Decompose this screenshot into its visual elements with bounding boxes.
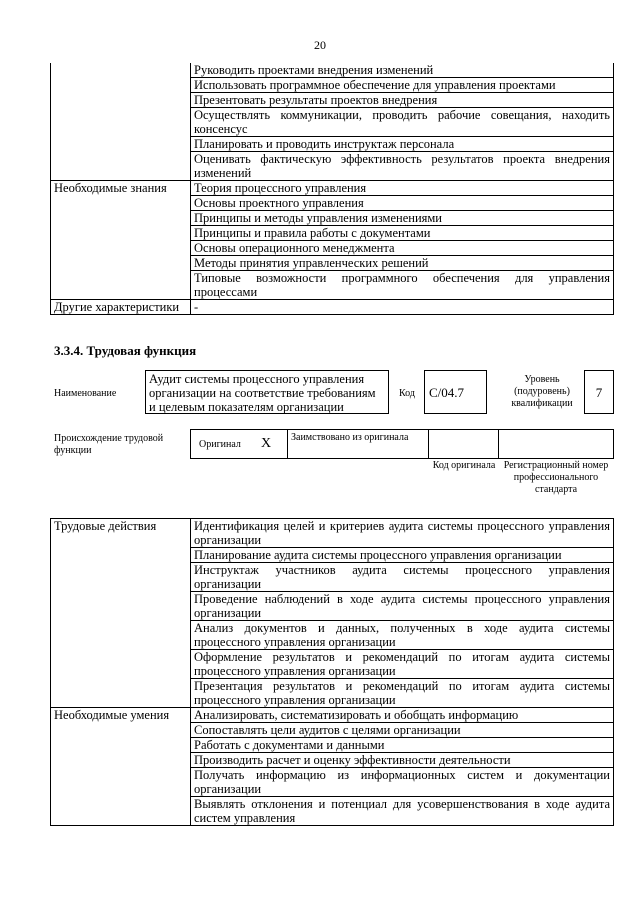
table-cell: Оформление результатов и рекомендаций по итогам аудита системы процессного управления организации <box>191 650 614 679</box>
actions-label: Трудовые действия <box>51 519 191 708</box>
table-cell: Основы операционного менеджмента <box>191 241 614 256</box>
code-label: Код <box>399 388 415 399</box>
table-cell: Методы принятия управленческих решений <box>191 256 614 271</box>
divider <box>498 430 499 458</box>
origin-label: Происхождение трудовой функции <box>54 433 164 456</box>
borrowed-label: Заимствовано из оригинала <box>291 432 409 443</box>
skills-label-continued <box>51 63 191 181</box>
table-cell: Анализировать, систематизировать и обобщать информацию <box>191 708 614 723</box>
table-row <box>51 300 614 315</box>
name-label: Наименование <box>54 388 117 399</box>
table-cell: Руководить проектами внедрения изменений <box>191 63 614 78</box>
table-cell: Осуществлять коммуникации, проводить рабочие совещания, находить консенсус <box>191 108 614 137</box>
table-cell: Планировать и проводить инструктаж персонала <box>191 137 614 152</box>
table-cell: Инструктаж участников аудита системы процессного управления организации <box>191 563 614 592</box>
table-cell: Теория процессного управления <box>191 181 614 196</box>
function-name: Аудит системы процессного управления организации на соответствие требованиям и целевым показателям организации <box>145 370 389 414</box>
code-caption: Код оригинала <box>432 460 496 471</box>
original-mark: X <box>261 436 272 451</box>
competency-table-continued <box>50 63 614 315</box>
table-row <box>51 63 614 78</box>
table-cell: Презентовать результаты проектов внедрения <box>191 93 614 108</box>
page-number: 20 <box>314 38 326 52</box>
level-label: Уровень (подуровень) квалификации <box>511 374 573 409</box>
table-row <box>51 519 614 548</box>
table-cell: Планирование аудита системы процессного управления организации <box>191 548 614 563</box>
skills-label: Необходимые умения <box>51 708 191 826</box>
table-cell: Принципы и правила работы с документами <box>191 226 614 241</box>
table-cell: Работать с документами и данными <box>191 738 614 753</box>
table-cell: Получать информацию из информационных систем и документации организации <box>191 768 614 797</box>
table-row <box>51 181 614 196</box>
table-row <box>51 708 614 723</box>
divider <box>428 430 429 458</box>
labor-function-table <box>50 518 614 826</box>
table-cell: Типовые возможности программного обеспечения для управления процессами <box>191 271 614 300</box>
table-cell: Проведение наблюдений в ходе аудита системы процессного управления организации <box>191 592 614 621</box>
divider <box>287 430 288 458</box>
knowledge-label: Необходимые знания <box>51 181 191 300</box>
original-label: Оригинал <box>199 439 241 450</box>
function-code: C/04.7 <box>424 370 487 414</box>
other-value: - <box>191 300 614 315</box>
table-cell: Сопоставлять цели аудитов с целями организации <box>191 723 614 738</box>
table-cell: Использовать программное обеспечение для управления проектами <box>191 78 614 93</box>
table-cell: Презентация результатов и рекомендаций по итогам аудита системы процессного управления организации <box>191 679 614 708</box>
table-cell: Основы проектного управления <box>191 196 614 211</box>
origin-table <box>190 429 614 459</box>
section-title: 3.3.4. Трудовая функция <box>54 343 197 358</box>
reg-caption: Регистрационный номер профессионального стандарта <box>503 460 609 495</box>
level-value: 7 <box>584 370 614 414</box>
table-cell: Принципы и методы управления изменениями <box>191 211 614 226</box>
table-cell: Идентификация целей и критериев аудита системы процессного управления организации <box>191 519 614 548</box>
table-cell: Анализ документов и данных, полученных в ходе аудита системы процессного управления организации <box>191 621 614 650</box>
table-cell: Производить расчет и оценку эффективности деятельности <box>191 753 614 768</box>
table-cell: Оценивать фактическую эффективность результатов проекта внедрения изменений <box>191 152 614 181</box>
other-label: Другие характеристики <box>51 300 191 315</box>
table-cell: Выявлять отклонения и потенциал для усовершенствования в ходе аудита систем управления <box>191 797 614 826</box>
